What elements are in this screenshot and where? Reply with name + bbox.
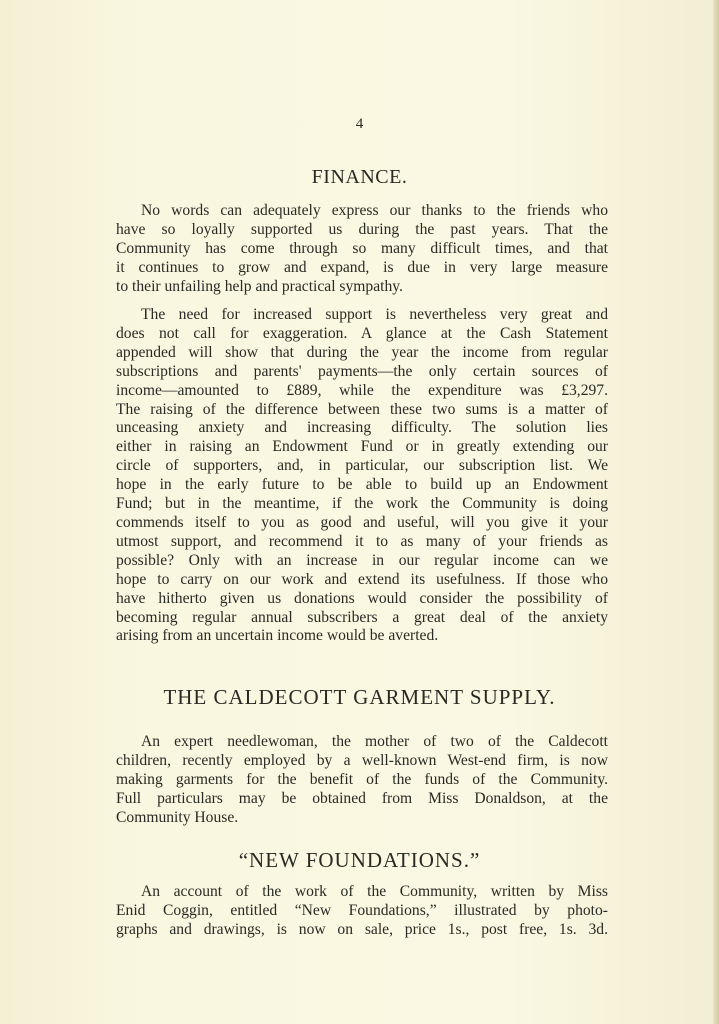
text-line: becoming regular annual subscribers a great deal of the anxiety xyxy=(116,608,608,626)
text-line: it continues to grow and expand, is due in very large measure xyxy=(116,258,608,276)
text-line: graphs and drawings, is now on sale, price 1s., post free, 1s. 3d. xyxy=(116,920,608,938)
text-line: An expert needlewoman, the mother of two of the Caldecott xyxy=(141,733,608,750)
text-line: making garments for the benefit of the funds of the Community. xyxy=(116,770,608,788)
text-line: appended will show that during the year the income from regular xyxy=(116,343,608,361)
text-line: to their unfailing help and practical sympathy. xyxy=(116,277,403,295)
text-line: Community House. xyxy=(116,808,239,826)
text-line: either in raising an Endowment Fund or in greatly extending our xyxy=(116,438,608,456)
text-line: circle of supporters, and, in particular, our subscription list. We xyxy=(116,457,608,475)
text-line: Fund; but in the meantime, if the work the Community is doing xyxy=(116,495,608,513)
text-line: Community has come through so many difficult times, and that xyxy=(116,239,608,257)
text-line: subscriptions and parents' payments—the only certain sources of xyxy=(116,362,608,380)
finance-paragraph-2 xyxy=(116,306,608,646)
text-line: utmost support, and recommend it to as many of your friends as xyxy=(116,532,608,550)
finance-heading: FINANCE. xyxy=(311,166,408,188)
text-line: have hitherto given us donations would consider the possibility of xyxy=(116,589,608,607)
text-line: An account of the work of the Community, written by Miss xyxy=(141,883,608,900)
text-line: hope in the early future to be able to build up an Endowment xyxy=(116,476,608,494)
text-line: unceasing anxiety and increasing difficulty. The solution lies xyxy=(116,419,608,437)
text-line: income—amounted to £889, while the expenditure was £3,297. xyxy=(116,381,608,399)
foundations-heading: “NEW FOUNDATIONS.” xyxy=(238,848,481,872)
text-line: children, recently employed by a well-known West-end firm, is now xyxy=(116,751,608,769)
foundations-paragraph xyxy=(116,883,608,940)
text-line: possible? Only with an increase in our regular income can we xyxy=(116,551,608,569)
text-line: The raising of the difference between these two sums is a matter of xyxy=(116,400,608,418)
garment-heading: THE CALDECOTT GARMENT SUPPLY. xyxy=(163,685,556,709)
finance-paragraph-1 xyxy=(116,202,608,297)
text-line: have so loyally supported us during the past years. That the xyxy=(116,220,608,238)
text-line: hope to carry on our work and extend its usefulness. If those who xyxy=(116,570,608,588)
text-line: Enid Coggin, entitled “New Foundations,” illustrated by photo- xyxy=(116,901,608,919)
text-line: arising from an uncertain income would be averted. xyxy=(116,627,439,645)
text-line: No words can adequately express our thanks to the friends who xyxy=(141,202,608,219)
text-line: does not call for exaggeration. A glance at the Cash Statement xyxy=(116,324,608,342)
page-number: 4 xyxy=(355,116,364,132)
text-line: commends itself to you as good and useful, will you give it your xyxy=(116,513,608,531)
garment-paragraph xyxy=(116,733,608,828)
text-line: Full particulars may be obtained from Miss Donaldson, at the xyxy=(116,789,608,807)
text-line: The need for increased support is nevertheless very great and xyxy=(141,306,608,323)
